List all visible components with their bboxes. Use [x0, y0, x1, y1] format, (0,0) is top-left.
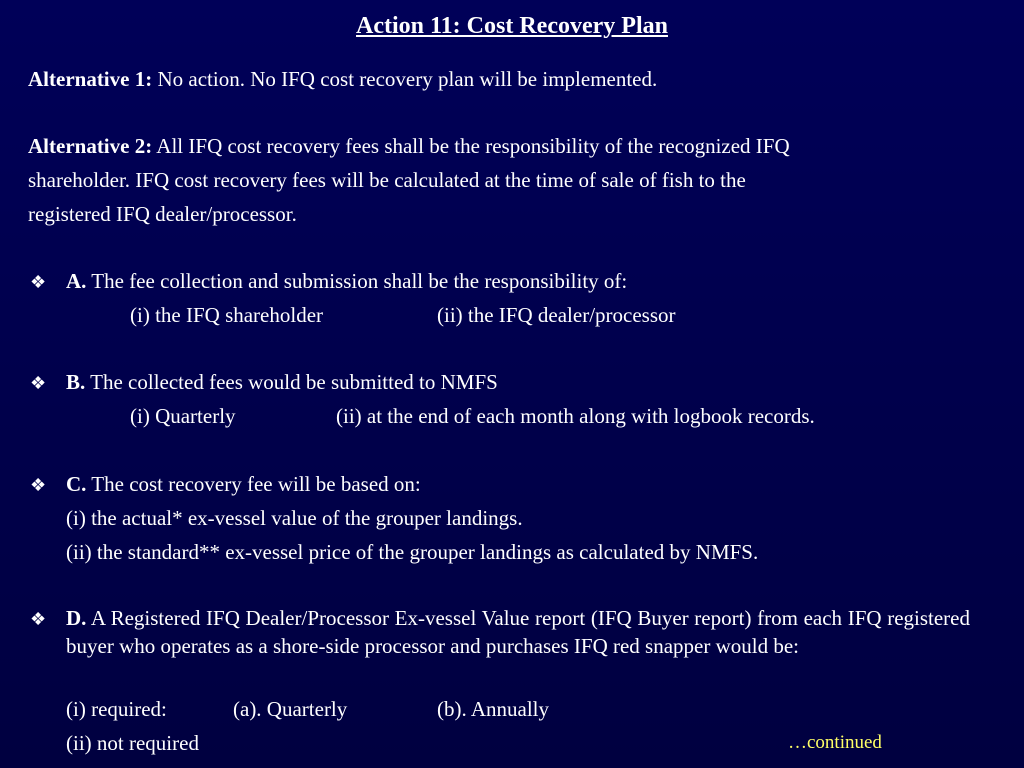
- option-b-text: The collected fees would be submitted to NMFS: [85, 370, 498, 394]
- option-a-heading: [66, 267, 627, 295]
- option-d-label: D.: [66, 606, 87, 630]
- option-a-choice-2: (ii) the IFQ dealer/processor: [437, 303, 676, 327]
- option-d-choice-1-label: (i) required:: [66, 697, 167, 721]
- bullet-diamond-icon: ❖: [30, 609, 47, 629]
- option-b-label: B.: [66, 370, 86, 394]
- slide-title: Action 11: Cost Recovery Plan: [356, 13, 668, 39]
- option-b-choice-1: (i) Quarterly: [130, 404, 236, 428]
- alternative-1-text: No action. No IFQ cost recovery plan will be implemented.: [152, 67, 658, 91]
- continued-note: …continued: [788, 732, 882, 753]
- option-a-choice-1: (i) the IFQ shareholder: [130, 303, 324, 327]
- alternative-2-line-2: shareholder. IFQ cost recovery fees will be calculated at the time of sale of fish to the: [28, 168, 746, 192]
- bullet-diamond-icon: ❖: [30, 475, 47, 495]
- option-c-heading: [66, 470, 421, 498]
- option-c-choice-2: (ii) the standard** ex-vessel price of the grouper landings as calculated by NMFS.: [66, 540, 759, 564]
- option-d-paragraph: [66, 604, 970, 660]
- option-d-text: A Registered IFQ Dealer/Processor Ex-vessel Value report (IFQ Buyer report) from each IFQ registered buyer who operates as a shore-side processor and purchases IFQ red snapper would be:: [66, 606, 970, 658]
- bullet-diamond-icon: ❖: [30, 272, 47, 292]
- option-c-choice-1: (i) the actual* ex-vessel value of the grouper landings.: [66, 506, 523, 530]
- option-d-choice-2: (ii) not required: [66, 731, 199, 755]
- option-b-heading: [66, 368, 498, 396]
- alternative-2-label: Alternative 2:: [28, 134, 153, 158]
- option-b-choice-2: (ii) at the end of each month along with logbook records.: [336, 404, 815, 428]
- option-c-text: The cost recovery fee will be based on:: [86, 472, 421, 496]
- alternative-1-label: Alternative 1:: [28, 67, 153, 91]
- option-a-label: A.: [66, 269, 87, 293]
- bullet-diamond-icon: ❖: [30, 373, 47, 393]
- alternative-2-line-1: [28, 132, 790, 160]
- option-d-choice-1-b: (b). Annually: [437, 697, 549, 721]
- option-d-choice-1-a: (a). Quarterly: [233, 697, 348, 721]
- alternative-2-line-3: registered IFQ dealer/processor.: [28, 202, 297, 226]
- option-c-label: C.: [66, 472, 87, 496]
- alternative-1: [28, 65, 657, 93]
- alternative-2-text-1: All IFQ cost recovery fees shall be the responsibility of the recognized IFQ: [152, 134, 790, 158]
- option-a-text: The fee collection and submission shall be the responsibility of:: [86, 269, 628, 293]
